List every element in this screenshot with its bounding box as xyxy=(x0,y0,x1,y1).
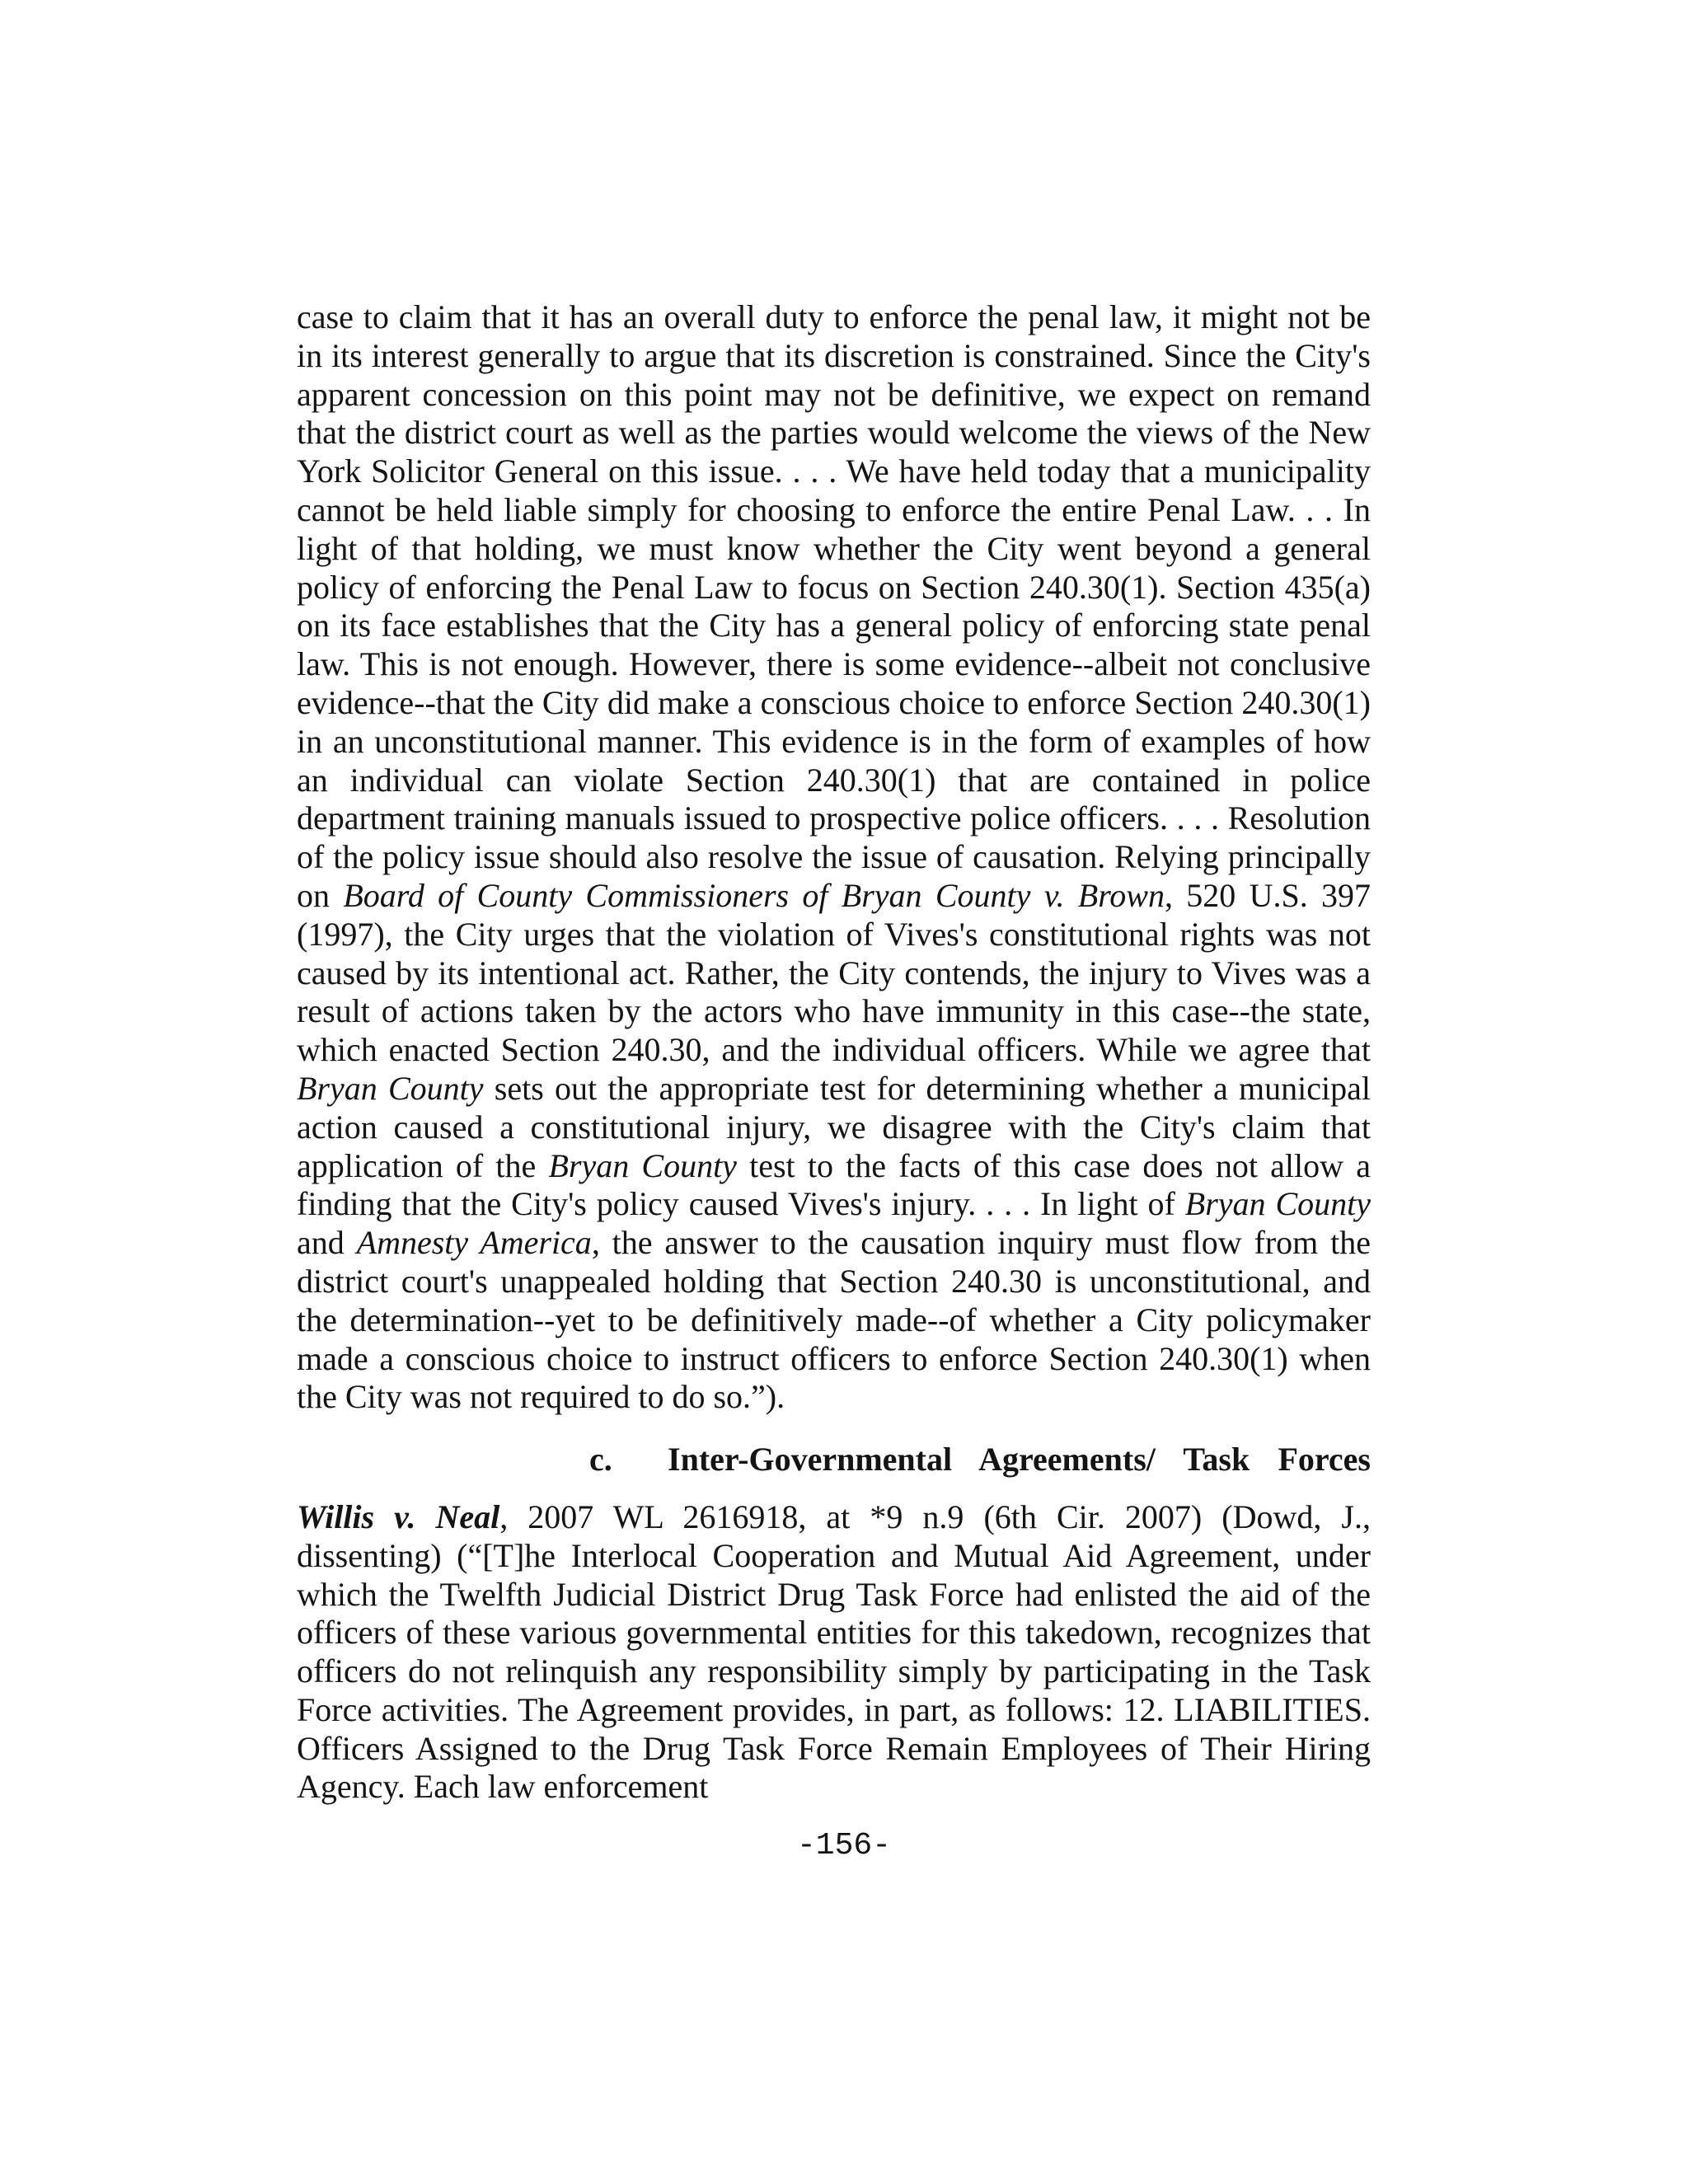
section-letter: c. xyxy=(589,1441,612,1479)
quoted-opinion-paragraph xyxy=(297,298,1371,1417)
paragraph-text: , 520 U.S. 397 (1997), the City urges that the violation of Vives's constitutional rights was not caused by its intentional act. Rather, the City contends, the injury to Vives was a result of actions taken by the actors who have immunity in this case--the state, which enacted Section 240.30, and the individual officers. While we agree that xyxy=(297,876,1371,1069)
case-citation: Bryan County xyxy=(297,1069,484,1107)
paragraph-text: test to the facts of this case does not allow a finding that the City's policy caused Vives's injury. . . . In light of xyxy=(297,1146,1371,1223)
paragraph-text: and xyxy=(297,1224,357,1262)
section-heading xyxy=(297,1441,1371,1479)
page-number: -156- xyxy=(796,1828,892,1863)
case-citation: Amnesty America xyxy=(356,1224,592,1262)
paragraph-text: , the answer to the causation inquiry must flow from the district court's unappealed holding that Section 240.30 is unconstitutional, and the determination--yet to be definitively made--of whether a City policymaker made a conscious choice to instruct officers to enforce Section 240.30(1) when the City was not required to do so.”). xyxy=(297,1224,1372,1416)
paragraph-text: case to claim that it has an overall duty to enforce the penal law, it might not be in its interest generally to argue that its discretion is constrained. Since the City's apparent concession on this point may not be definitive, we expect on remand that the district court as well as the parties would welcome the views of the New York Solicitor General on this issue. . . . We have held today that a municipality cannot be held liable simply for choosing to enforce the entire Penal Law. . . In light of that holding, we must know whether the City went beyond a general policy of enforcing the Penal Law to focus on Section 240.30(1). Section 435(a) on its face establishes that the City has a general policy of enforcing state penal law. This is not enough. However, there is some evidence--albeit not conclusive evidence--that the City did make a conscious choice to enforce Section 240.30(1) in an unconstitutional manner. This evidence is in the form of examples of how an individual can violate Section 240.30(1) that are contained in police department training manuals issued to prospective police officers. . . . Resolution of the policy issue should also resolve the issue of causation. Relying principally on xyxy=(297,298,1371,914)
document-page xyxy=(297,298,1371,1807)
section-title: Inter-Governmental Agreements/ Task Forces xyxy=(668,1441,1371,1479)
paragraph-text: , 2007 WL 2616918, at *9 n.9 (6th Cir. 2007) (Dowd, J., dissenting) (“[T]he Interlocal Cooperation and Mutual Aid Agreement, under which the Twelfth Judicial District Drug Task Force had enlisted the aid of the officers of these various governmental entities for this takedown, recognizes that officers do not relinquish any responsibility simply by participating in the Task Force activities. The Agreement provides, in part, as follows: 12. LIABILITIES. Officers Assigned to the Drug Task Force Remain Employees of Their Hiring Agency. Each law enforcement xyxy=(297,1497,1371,1806)
case-citation: Board of County Commissioners of Bryan County v. Brown xyxy=(343,876,1165,914)
case-citation: Bryan County xyxy=(1184,1185,1371,1223)
case-citation: Bryan County xyxy=(548,1146,737,1184)
case-name: Willis v. Neal xyxy=(297,1497,500,1535)
paragraph-text: sets out the appropriate test for determining whether a municipal action caused a constitutional injury, we disagree with the City's claim that application of the xyxy=(297,1069,1371,1184)
case-entry-paragraph xyxy=(297,1498,1371,1807)
